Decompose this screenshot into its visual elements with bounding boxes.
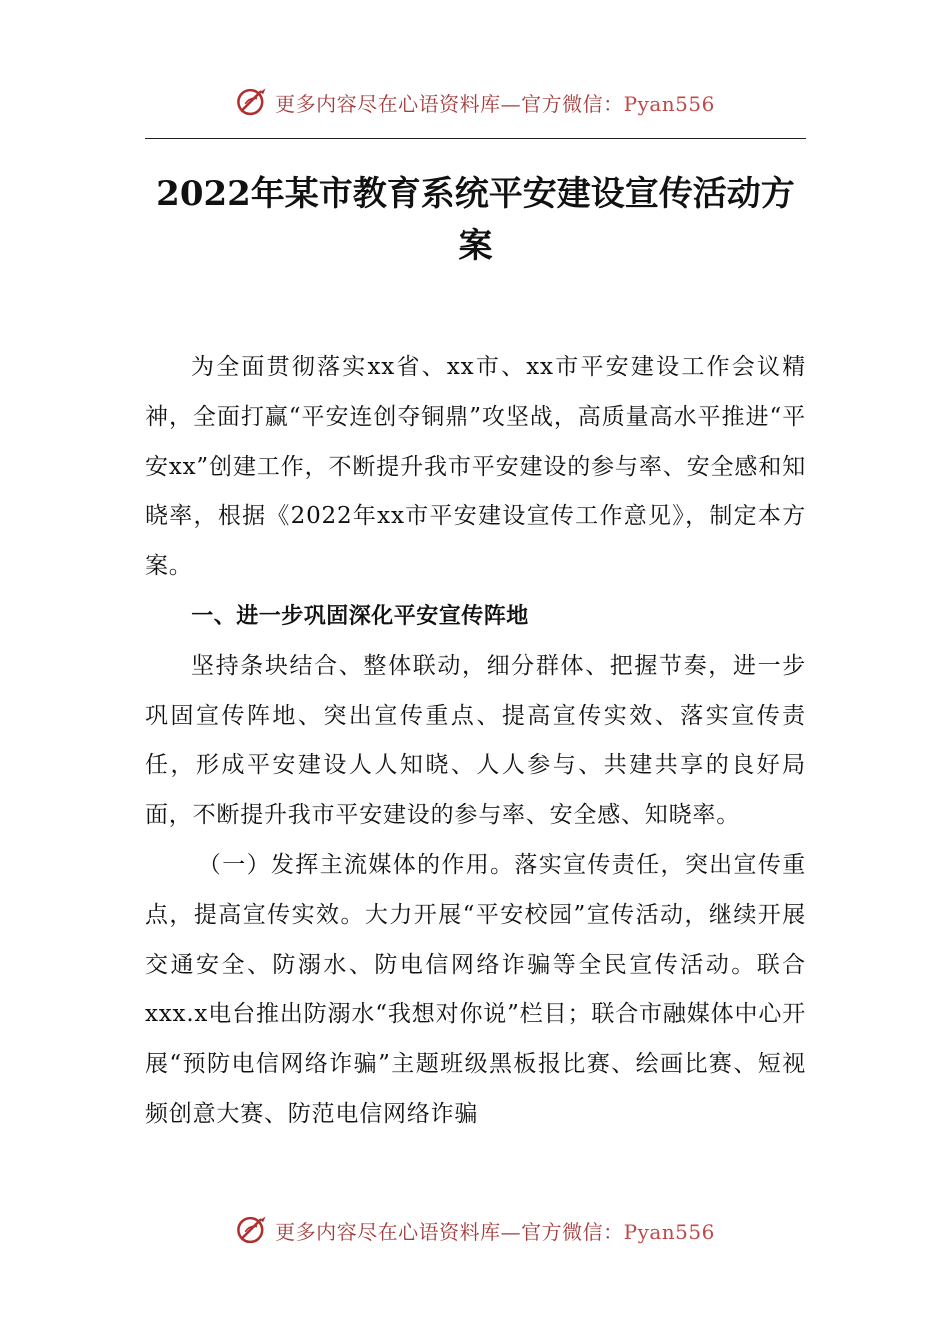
wechat-id: Pyan556 xyxy=(623,1219,715,1244)
paragraph-section-1: 坚持条块结合、整体联动，细分群体、把握节奏，进一步巩固宣传阵地、突出宣传重点、提高宣传实效、落实宣传责任，形成平安建设人人知晓、人人参与、共建共享的良好局面，不断提升我市平安建设的参与率、安全感、知晓率。 xyxy=(145,652,806,829)
watermark-banner-top xyxy=(0,80,950,124)
pen-logo-icon xyxy=(235,85,269,119)
document-title: 2022年某市教育系统平安建设宣传活动方案 xyxy=(156,174,795,266)
pen-logo-icon xyxy=(235,1213,269,1247)
paragraph-intro: 为全面贯彻落实xx省、xx市、xx市平安建设工作会议精神，全面打赢“平安连创夺铜鼎”攻坚战，高质量高水平推进“平安xx”创建工作，不断提升我市平安建设的参与率、安全感和知晓率，根据《2022年xx市平安建设宣传工作意见》，制定本方案。 xyxy=(145,354,806,580)
wechat-id: Pyan556 xyxy=(623,91,715,116)
watermark-text: 更多内容尽在心语资料库—官方微信：Pyan556 xyxy=(275,1219,715,1244)
watermark-text: 更多内容尽在心语资料库—官方微信：Pyan556 xyxy=(275,91,715,116)
header-divider xyxy=(145,138,806,139)
watermark-banner-bottom xyxy=(0,1208,950,1252)
section-heading-1: 一、进一步巩固深化平安宣传阵地 xyxy=(191,603,529,629)
paragraph-subsection-1: （一）发挥主流媒体的作用。落实宣传责任，突出宣传重点，提高宣传实效。大力开展“平安校园”宣传活动，继续开展交通安全、防溺水、防电信网络诈骗等全民宣传活动。联合xxx.x电台推出防溺水“我想对你说”栏目；联合市融媒体中心开展“预防电信网络诈骗”主题班级黑板报比赛、绘画比赛、短视频创意大赛、防范电信网络诈骗 xyxy=(145,851,806,1127)
document-body xyxy=(145,343,806,1140)
